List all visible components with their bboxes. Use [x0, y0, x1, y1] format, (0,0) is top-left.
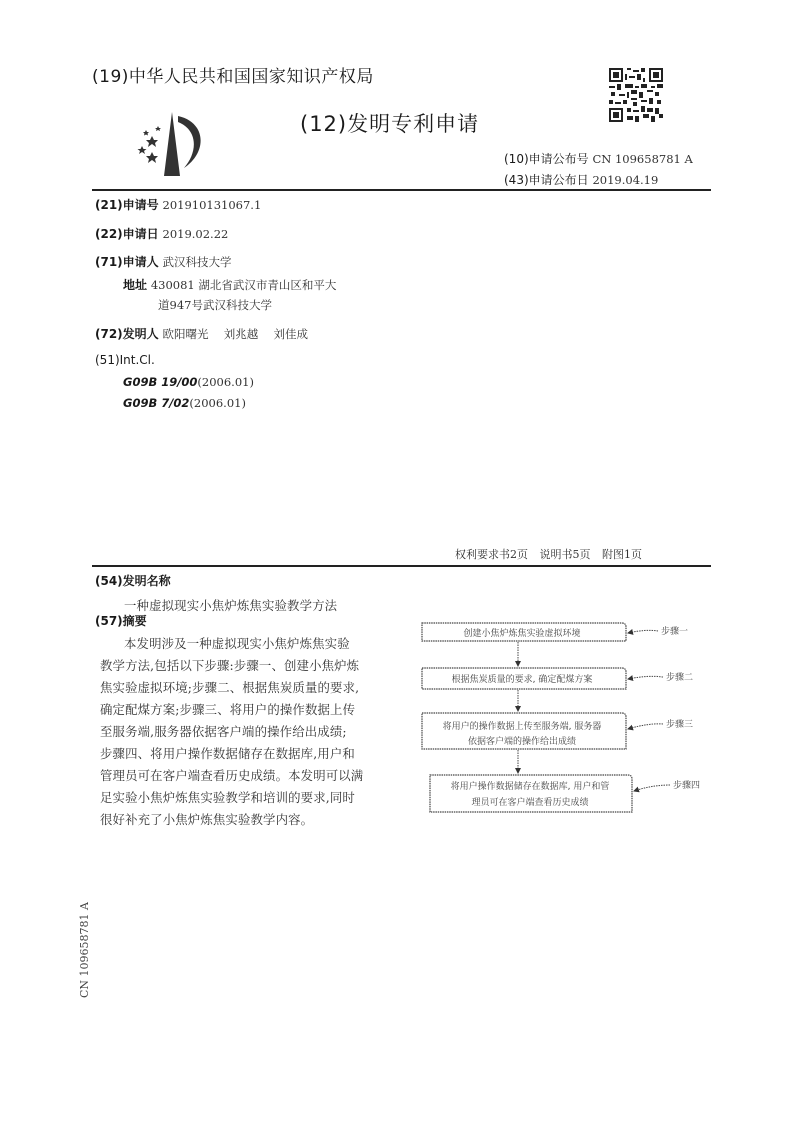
logo-pillar [164, 112, 180, 176]
logo-star [146, 136, 158, 147]
step-text: 将用户的操作数据上传至服务端, 服务器 [442, 722, 602, 732]
leader-arrow [628, 724, 663, 729]
applicant-label: (71)申请人 [95, 255, 159, 269]
step-text: 根据焦炭质量的要求, 确定配煤方案 [451, 675, 593, 685]
inventor: 欧阳曙光 [162, 327, 209, 341]
application-number: 201910131067.1 [162, 198, 262, 212]
address-continuation [158, 297, 272, 313]
ipc-entry [123, 396, 246, 410]
abstract-line: 管理员可在客户端查看历史成绩。本发明可以满 [100, 768, 364, 783]
section-divider [92, 565, 711, 567]
invention-title-label: (54)发明名称 [95, 574, 171, 588]
abstract-line: 教学方法,包括以下步骤:步骤一、创建小焦炉炼 [100, 658, 360, 673]
application-number-label: (21)申请号 [95, 198, 159, 212]
filing-date: 2019.02.22 [162, 227, 229, 241]
address-label: 地址 [123, 278, 148, 292]
logo-star [146, 152, 158, 163]
logo-star [155, 126, 161, 131]
invention-title: 一种虚拟现实小焦炉炼焦实验教学方法 [124, 598, 338, 613]
abstract-label: (57)摘要 [95, 614, 147, 628]
abstract-line: 步骤四、将用户操作数据储存在数据库,用户和 [100, 746, 355, 761]
publication-date-label: (43)申请公布日 [504, 173, 589, 187]
qr-code [609, 68, 663, 122]
side-publication-number: CN 109658781 A [78, 902, 91, 998]
step-label: 步骤二 [666, 673, 694, 683]
step-text: 创建小焦炉炼焦实验虚拟环境 [463, 629, 581, 639]
document-type: (12)发明专利申请 [300, 112, 480, 136]
address-line-2: 道947号武汉科技大学 [158, 298, 272, 312]
filing-date-label: (22)申请日 [95, 227, 159, 241]
applicant-field [95, 253, 232, 270]
filing-date-field [95, 225, 228, 242]
step-text: 依据客户端的操作给出成绩 [467, 737, 577, 747]
step-label: 步骤三 [666, 720, 694, 730]
leader-arrow [628, 676, 663, 679]
publication-number: CN 109658781 A [592, 152, 693, 166]
ipc-version: (2006.01) [189, 396, 246, 410]
address-line-1: 430081 湖北省武汉市青山区和平大 [150, 278, 337, 292]
int-cl-label: (51)Int.Cl. [95, 353, 155, 367]
logo-arc [178, 116, 201, 168]
logo-star [138, 146, 147, 154]
int-cl-field [95, 353, 155, 367]
inventors-label: (72)发明人 [95, 327, 159, 341]
logo-star [143, 130, 149, 136]
header-divider [92, 189, 711, 191]
inventors-field [95, 325, 308, 342]
publication-date: 2019.04.19 [592, 173, 659, 187]
ipc-code: G09B 7/02 [123, 396, 190, 410]
abstract-line: 足实验小焦炉炼焦实验教学和培训的要求,同时 [100, 790, 355, 805]
applicant: 武汉科技大学 [162, 255, 232, 269]
abstract-line: 很好补充了小焦炉炼焦实验教学内容。 [100, 812, 314, 827]
ipc-entry [123, 375, 254, 389]
flow-diagram [410, 615, 720, 815]
step-text: 将用户操作数据储存在数据库, 用户和管 [450, 782, 610, 792]
publication-number-row [504, 150, 693, 167]
inventor: 刘兆越 [223, 327, 259, 341]
application-number-field [95, 196, 261, 213]
abstract-line: 确定配煤方案;步骤三、将用户的操作数据上传 [100, 702, 356, 717]
page-counts: 权利要求书2页 说明书5页 附图1页 [455, 548, 642, 561]
abstract-line: 至服务端,服务器依据客户端的操作给出成绩; [100, 724, 347, 739]
leader-arrow [634, 785, 670, 791]
publication-number-label: (10)申请公布号 [504, 152, 589, 166]
inventor: 刘佳成 [273, 327, 309, 341]
abstract-line: 本发明涉及一种虚拟现实小焦炉炼焦实验 [124, 636, 350, 651]
ipc-code: G09B 19/00 [123, 375, 198, 389]
ipc-version: (2006.01) [197, 375, 254, 389]
leader-arrow [628, 630, 658, 633]
abstract-line: 焦实验虚拟环境;步骤二、根据焦炭质量的要求, [100, 680, 360, 695]
cnipa-logo [128, 108, 208, 178]
publication-date-row [504, 171, 658, 188]
office-name: (19)中华人民共和国国家知识产权局 [92, 67, 374, 87]
step-text: 理员可在客户端查看历史成绩 [471, 798, 589, 808]
step-label: 步骤四 [673, 781, 701, 791]
step-label: 步骤一 [661, 627, 689, 637]
address-field [123, 276, 336, 293]
